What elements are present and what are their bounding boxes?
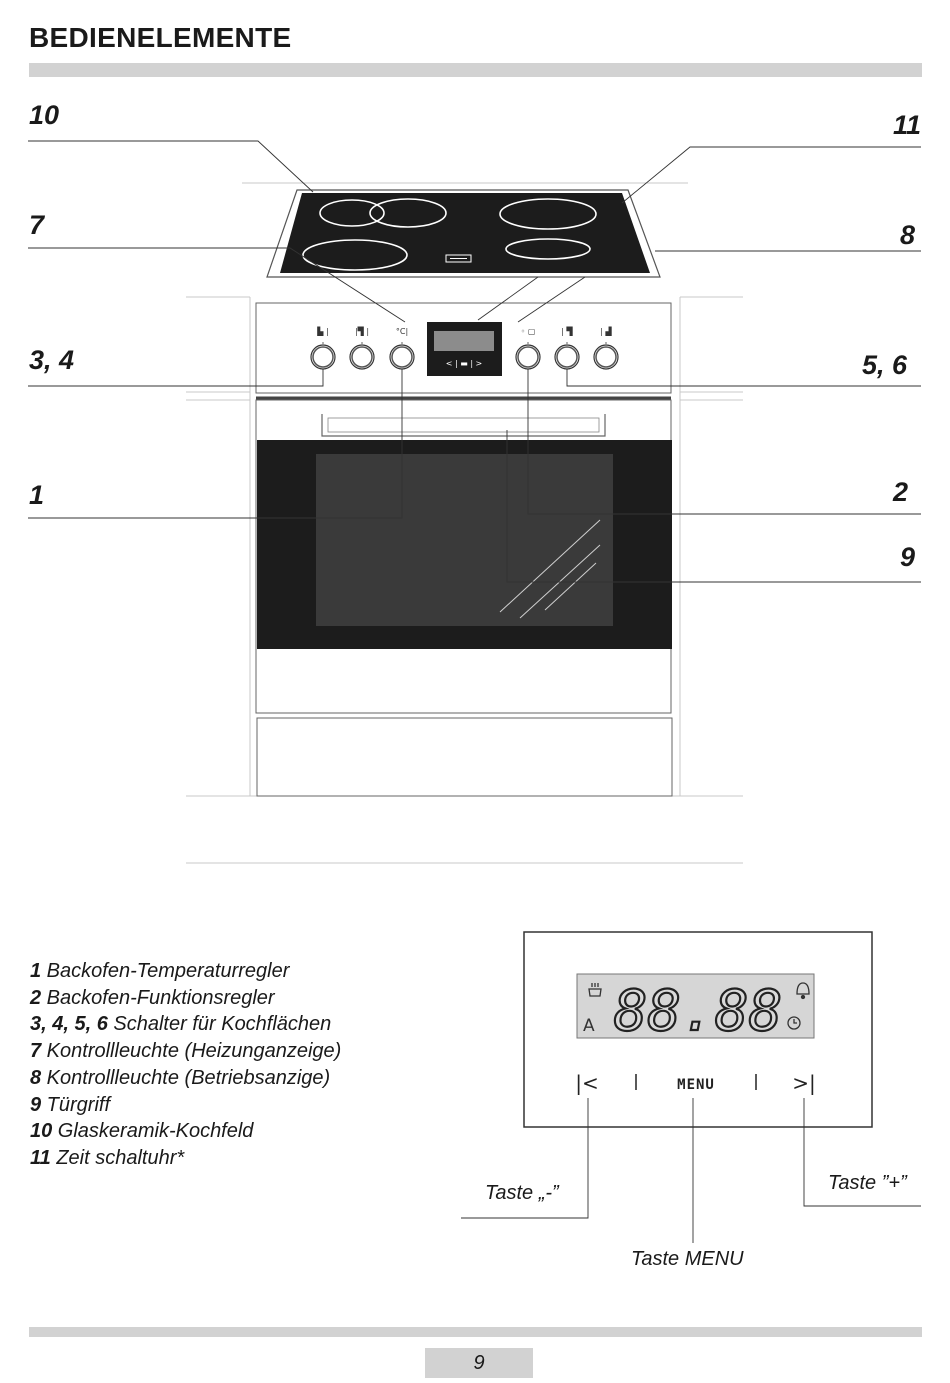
callout-9: 9 xyxy=(900,542,916,572)
legend-item: 8 Kontrollleuchte (Betriebsanzige) xyxy=(30,1066,331,1089)
svg-text:< | ▬ | >: < | ▬ | > xyxy=(445,359,483,368)
page-title: BEDIENELEMENTE xyxy=(29,22,292,53)
callout-10: 10 xyxy=(29,100,60,130)
svg-text:| ▟: | ▟ xyxy=(600,327,612,336)
legend-item: 11 Zeit schaltuhr* xyxy=(30,1146,185,1169)
callout-8: 8 xyxy=(900,220,916,250)
timer-digits: 88.88 xyxy=(613,979,783,1044)
plus-button[interactable]: >| xyxy=(792,1071,816,1095)
callout-3-4: 3, 4 xyxy=(29,345,75,375)
legend-item: 3, 4, 5, 6 Schalter für Kochflächen xyxy=(30,1013,332,1036)
svg-text:°C|: °C| xyxy=(395,327,409,336)
caption-plus: Taste ”+” xyxy=(828,1172,907,1194)
minus-button[interactable]: |< xyxy=(575,1071,599,1095)
timer-letter-a: A xyxy=(583,1016,595,1036)
caption-minus: Taste „-” xyxy=(485,1182,559,1204)
callout-7: 7 xyxy=(29,210,45,240)
callout-11: 11 xyxy=(893,110,922,140)
footer-rule xyxy=(29,1327,922,1337)
legend-item: 2 Backofen-Funktionsregler xyxy=(30,986,275,1009)
callout-5-6: 5, 6 xyxy=(862,350,908,380)
legend-item: 1 Backofen-Temperaturregler xyxy=(30,960,290,982)
legend-item: 7 Kontrollleuchte (Heizunganzeige) xyxy=(30,1040,342,1063)
svg-text:▙ |: ▙ | xyxy=(317,327,329,336)
page-number: 9 xyxy=(425,1348,533,1378)
caption-menu: Taste MENU xyxy=(631,1248,744,1270)
menu-button[interactable]: MENU xyxy=(677,1077,715,1093)
legend-item: 9 Türgriff xyxy=(30,1093,111,1116)
svg-text:|▜ |: |▜ | xyxy=(354,327,370,336)
svg-text:| ▜: | ▜ xyxy=(561,327,573,336)
svg-text:◦ ▢: ◦ ▢ xyxy=(520,327,536,336)
callout-1: 1 xyxy=(29,480,45,510)
legend-item: 10 Glaskeramik-Kochfeld xyxy=(30,1120,254,1143)
callout-2: 2 xyxy=(893,477,909,507)
